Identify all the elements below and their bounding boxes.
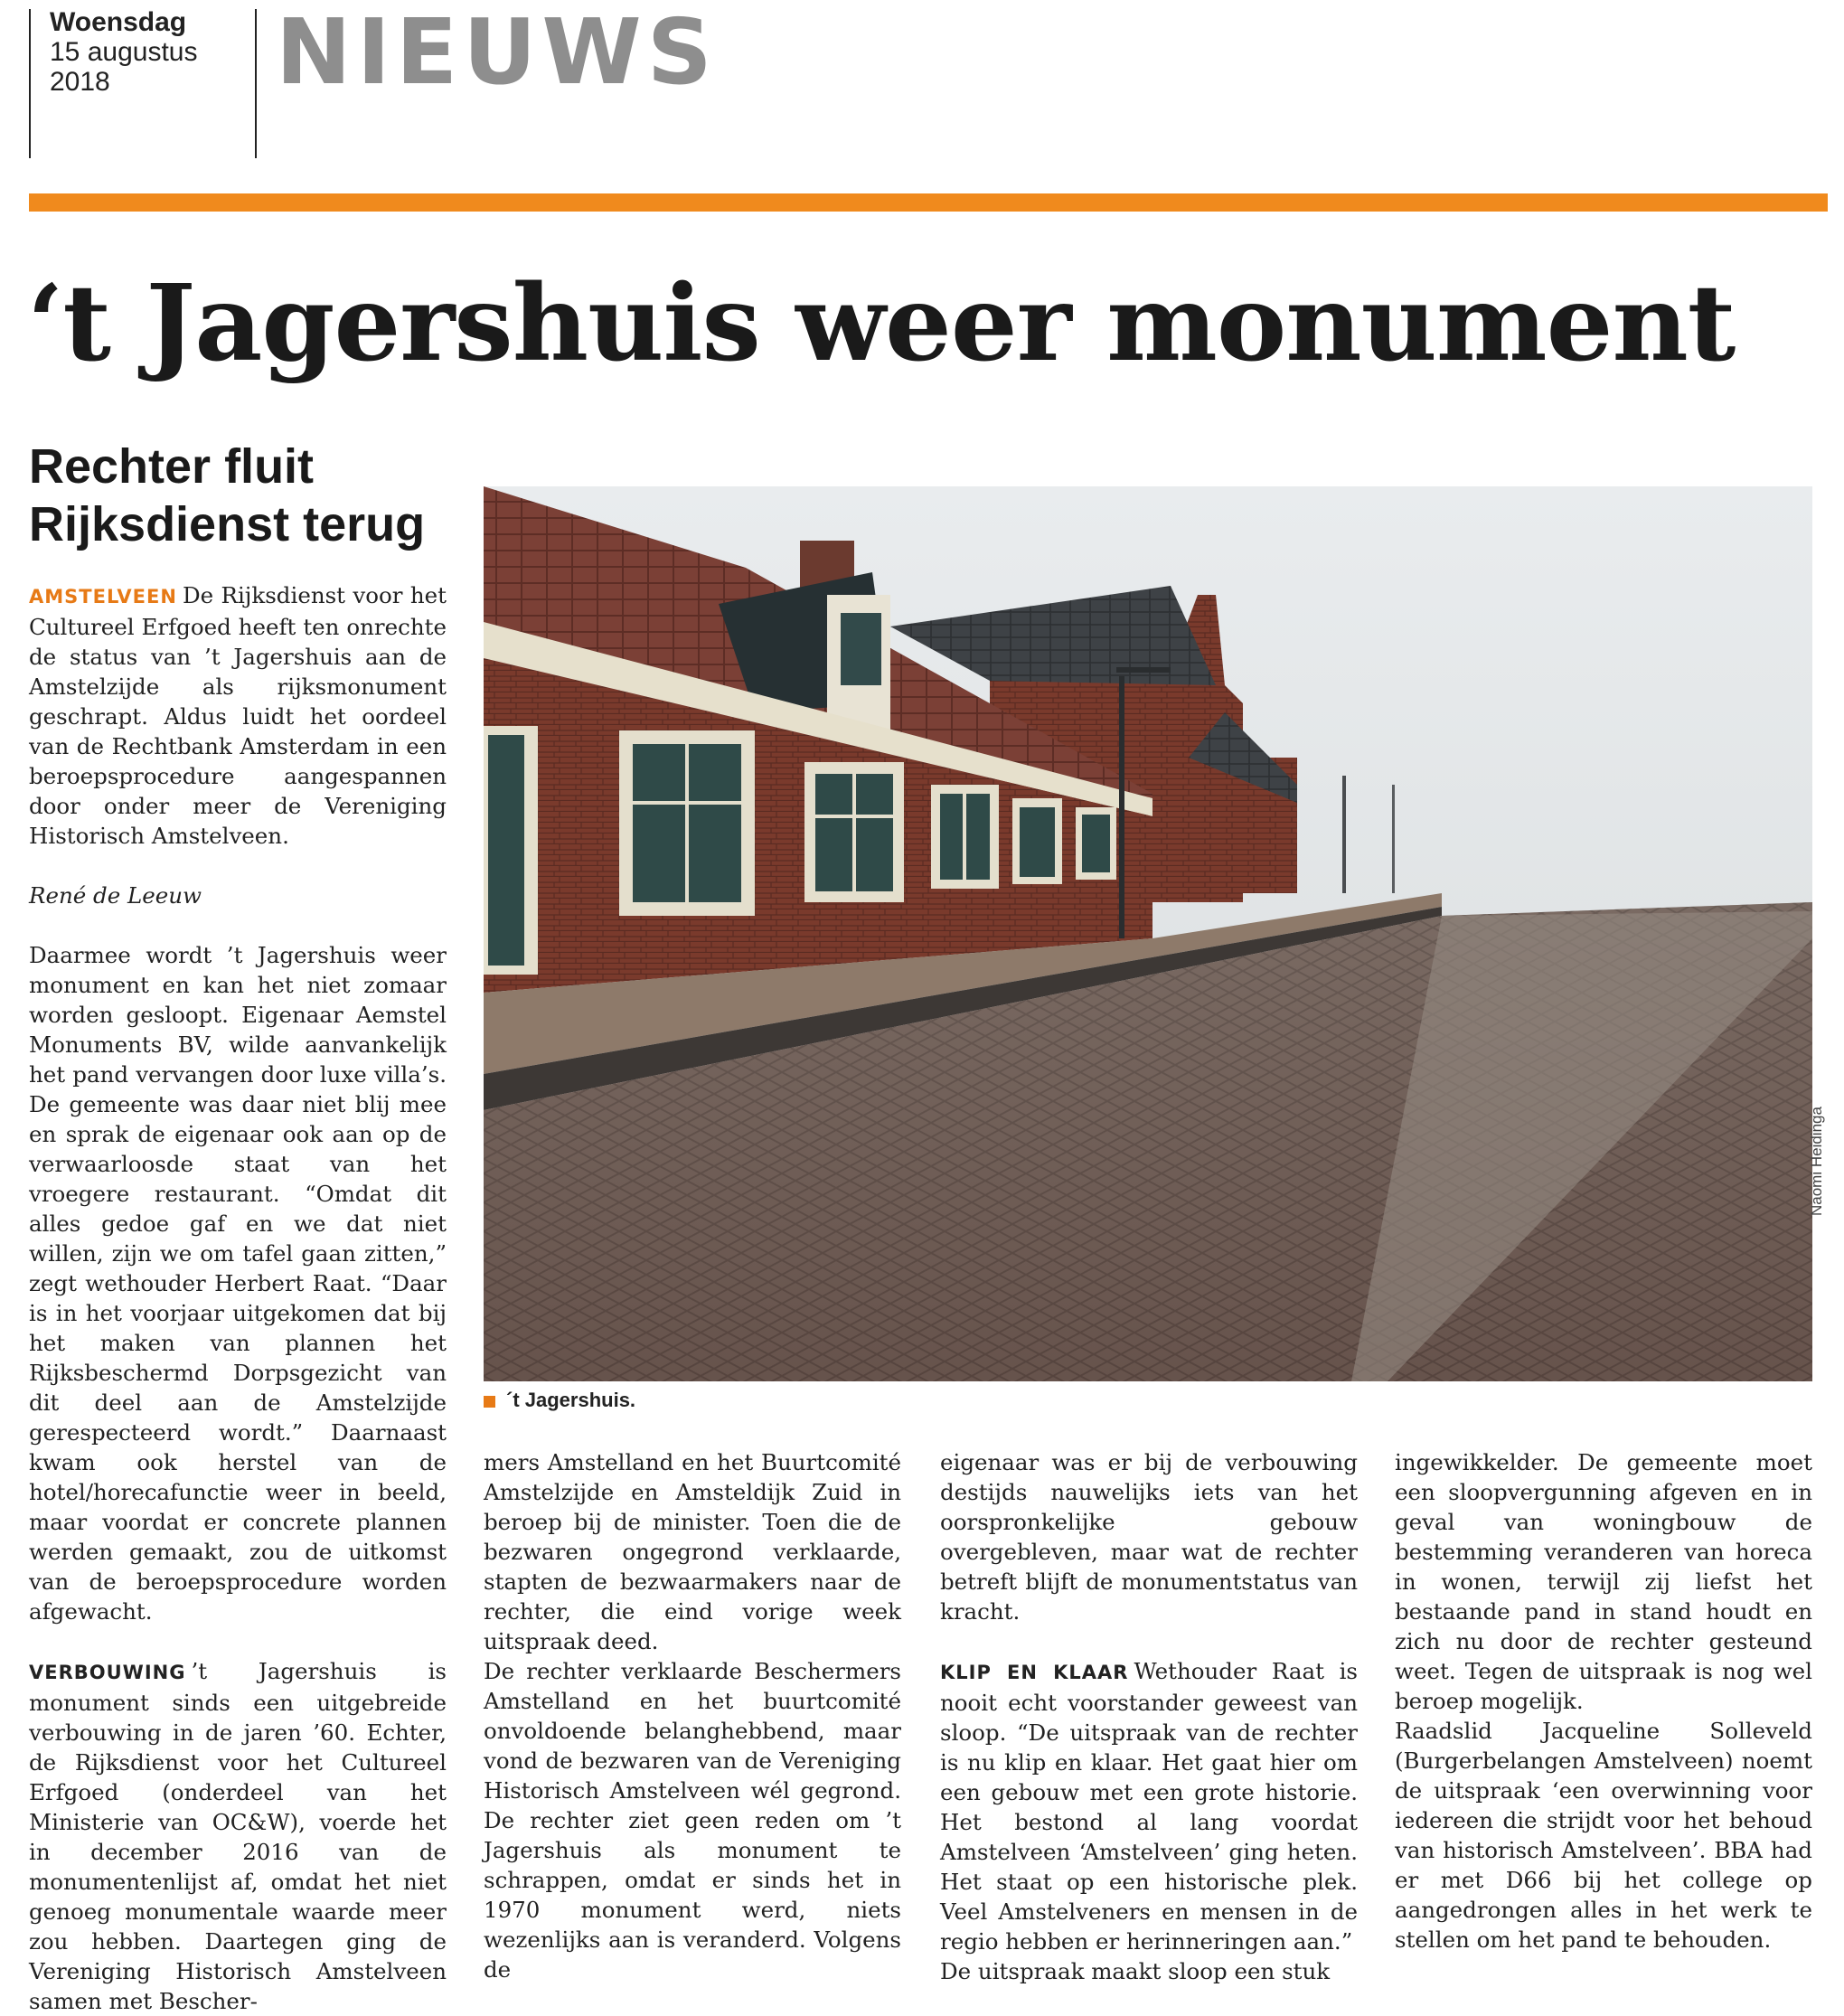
col4-paragraph-1: ingewikkelder. De gemeente moet een sloopvergunning afgeven en in geval van woningbouw de bestemming veranderen van horeca in wonen, terwijl zij liefst het bestaande pand in stand houdt en zich nu door de rechter gesteund weet. Tegen de uitspraak is nog wel beroep mogelijk. bbox=[1395, 1449, 1812, 1714]
article-photo bbox=[484, 486, 1812, 1381]
caption-marker bbox=[484, 1396, 495, 1408]
byline: René de Leeuw bbox=[29, 882, 202, 909]
jagershuis-photo-illustration bbox=[484, 486, 1812, 1381]
issue-date bbox=[50, 7, 197, 97]
article-column-3 bbox=[940, 1447, 1358, 1984]
paragraph-1: Daarmee wordt ’t Jagershuis weer monument en kan het niet zomaar worden gesloopt. Eigenaar Aemstel Monuments BV, wilde aanvankelijk het pand vervangen door luxe villa’s. De gemeente was daar niet blij mee en sprak de eigenaar ook aan op de verwaarloosde staat van het vroegere restaurant. “Omdat dit alles gedoe gaf en we dat niet willen, zijn we om tafel gaan zitten,” zegt wethouder Herbert Raat. “Daar is in het voorjaar uitgekomen dat bij het maken van plannen het Rijksbeschermd Dorpsgezicht van dit deel aan de Amstelzijde gerespecteerd wordt.” Daarnaast kwam ook herstel van de hotel/horecafunctie weer in beeld, maar voordat er concrete plannen werden gemaakt, zou de uitkomst van de beroepsprocedure worden afgewacht. bbox=[29, 942, 447, 1625]
subheadline-line-1: Rechter fluit bbox=[29, 439, 315, 494]
dateline: AMSTELVEEN bbox=[29, 586, 177, 608]
masthead-rule-right bbox=[255, 9, 257, 158]
intertitle-verbouwing: VERBOUWING bbox=[29, 1662, 186, 1683]
col3-paragraph-2 bbox=[940, 1656, 1358, 1956]
article-column-2 bbox=[484, 1447, 901, 1983]
paragraph-2 bbox=[29, 1656, 447, 2016]
photo-credit: Naomi Heidinga bbox=[1808, 1107, 1825, 1216]
caption-text: ´t Jagershuis. bbox=[506, 1389, 636, 1411]
article-subheadline bbox=[29, 438, 481, 553]
col3-paragraph-1: eigenaar was er bij de verbouwing destijds nauwelijks iets van het oorspronkelijke gebouw overgebleven, maar wat de rechter betreft blijft de monumentstatus van kracht. bbox=[940, 1449, 1358, 1625]
issue-year: 2018 bbox=[50, 67, 110, 97]
issue-day-month: 15 augustus bbox=[50, 37, 198, 67]
col2-paragraph-2: De rechter verklaarde Beschermers Amstelland en het buurtcomité onvoldoende belanghebbend, maar vond de bezwaren van de Vereniging Historisch Amstelveen wél gegrond. De rechter ziet geen reden om ’t Jagershuis als monument te schrappen, omdat er sinds het in 1970 monument werd, niets wezenlijks aan is veranderd. Volgens de bbox=[484, 1658, 901, 1983]
section-title: NIEUWS bbox=[276, 0, 718, 105]
article-headline: ‘t Jagershuis weer monument bbox=[27, 262, 1736, 385]
article-column-1 bbox=[29, 580, 447, 2014]
masthead-rule-left bbox=[29, 9, 31, 158]
section-accent-bar bbox=[29, 193, 1828, 212]
paragraph-2-text: ’t Jagershuis is monument sinds een uitgebreide verbouwing in de jaren ’60. Echter, de Rijksdienst voor het Cultureel Erfgoed (onderdeel van het Ministerie van OC&W), voerde het in december 2016 van de monumentenlijst af, omdat het niet genoeg monumentale waarde meer zou hebben. Daartegen ging de Vereniging Historisch Amstelveen samen met Bescher- bbox=[29, 1658, 447, 2014]
col4-paragraph-2: Raadslid Jacqueline Solleveld (Burgerbelangen Amstelveen) noemt de uitspraak ‘een overwinning voor iedereen die strijdt voor het behoud van historisch Amstelveen’. BBA had er met D66 bij het college op aangedrongen alles in het werk te stellen om het pand te behouden. bbox=[1395, 1718, 1812, 1953]
col3-paragraph-3: De uitspraak maakt sloop een stuk bbox=[940, 1958, 1331, 1984]
subheadline-line-2: Rijksdienst terug bbox=[29, 497, 426, 551]
photo-caption bbox=[484, 1389, 635, 1412]
article-column-4 bbox=[1395, 1447, 1812, 1977]
intro-text: De Rijksdienst voor het Cultureel Erfgoed heeft ten onrechte de status van ’t Jagershuis aan de Amstelzijde als rijksmonument geschrapt. Aldus luidt het oordeel van de Rechtbank Amsterdam in een beroepsprocedure aangespannen door onder meer de Vereniging Historisch Amstelveen. bbox=[29, 582, 447, 849]
article-intro bbox=[29, 580, 447, 851]
col2-paragraph-1: mers Amstelland en het Buurtcomité Amstelzijde en Amsteldijk Zuid in beroep bij de minister. Toen die de bezwaren ongegrond verklaarde, stapten de bezwaarmakers naar de rechter, die eind vorige week uitspraak deed. bbox=[484, 1449, 901, 1654]
col3-paragraph-2-text: Wethouder Raat is nooit echt voorstander geweest van sloop. “De uitspraak van de rechter is nu klip en klaar. Het gaat hier om een gebouw met een grote historie. Het bestond al lang voordat Amstelveen ‘Amstelveen’ ging heten. Het staat op een historische plek. Veel Amstelveners en mensen in de regio hebben er herinneringen aan.” bbox=[940, 1658, 1358, 1955]
issue-day: Woensdag bbox=[50, 7, 187, 37]
intertitle-klip-en-klaar: KLIP EN KLAAR bbox=[940, 1662, 1129, 1683]
